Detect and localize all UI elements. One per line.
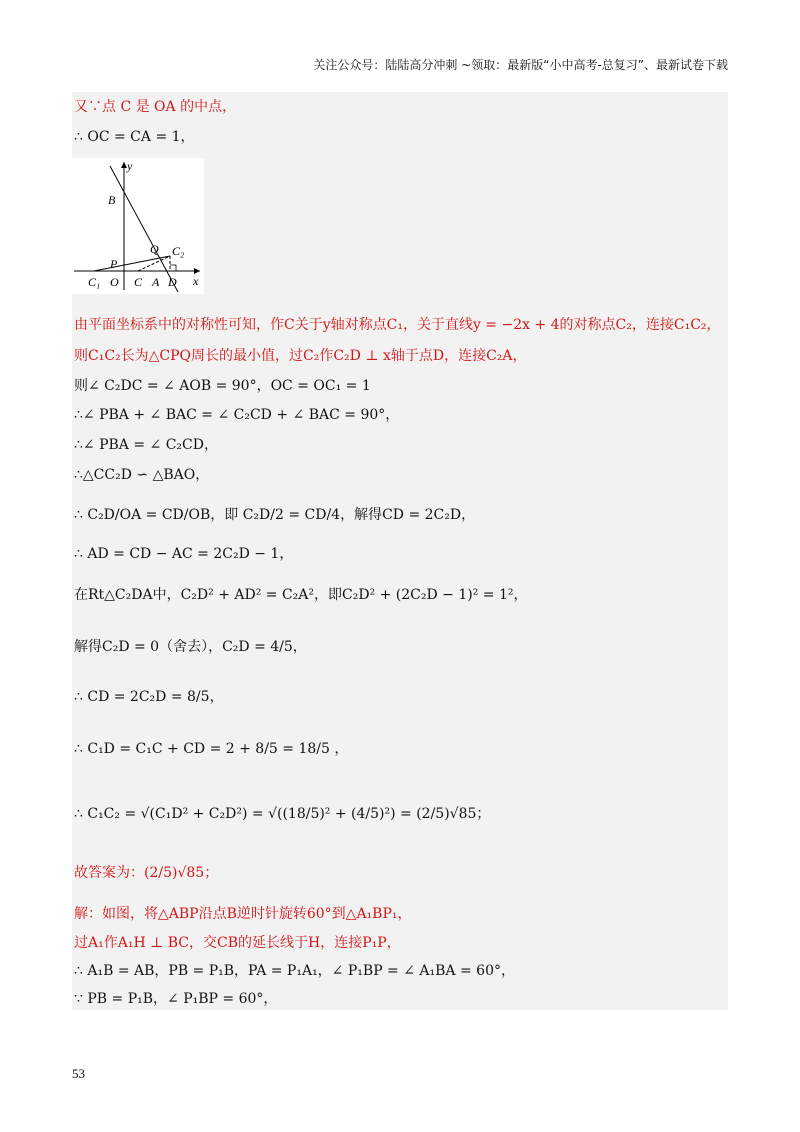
label-p: P (110, 257, 118, 271)
label-y: y (127, 159, 133, 173)
solution-line-18: 过A₁作A₁H ⊥ BC，交CB的延长线于H，连接P₁P， (74, 935, 401, 951)
solution-line-20: ∵ PB = P₁B，∠ P₁BP = 60°， (74, 991, 278, 1007)
solution-line-8: ∴△CC₂D ∽ △BAO， (74, 467, 210, 483)
label-c1: C₁ (88, 275, 101, 289)
solution-line-9: ∴ C₂D/OA = CD/OB，即 C₂D/2 = CD/4，解得CD = 2C₂D， (74, 507, 476, 523)
label-b: B (108, 193, 116, 207)
label-c: C (134, 275, 143, 289)
label-c2: C₂ (172, 244, 185, 258)
page-header: 关注公众号：陆陆高分冲刺 ~领取：最新版“小中高考-总复习”、最新试卷下载 (313, 58, 728, 72)
label-o: O (110, 275, 119, 289)
solution-line-19: ∴ A₁B = AB，PB = P₁B，PA = P₁A₁，∠ P₁BP = ∠ A₁BA = 60°， (74, 963, 515, 979)
solution-line-5: 则∠ C₂DC = ∠ AOB = 90°，OC = OC₁ = 1 (74, 378, 371, 394)
label-q: Q (150, 242, 159, 256)
solution-line-3: 由平面坐标系中的对称性可知，作C关于y轴对称点C₁，关于直线y = −2x + 4的对称点C₂，连接C₁C₂， (74, 317, 721, 333)
coordinate-figure (72, 158, 204, 294)
solution-line-13: ∴ CD = 2C₂D = 8/5， (74, 689, 224, 705)
label-a: A (152, 275, 160, 289)
solution-line-12: 解得C₂D = 0（舍去），C₂D = 4/5， (74, 639, 307, 655)
solution-line-1: 又∵点 C 是 OA 的中点， (74, 99, 237, 115)
line-c1c2 (94, 256, 170, 271)
figure-svg (72, 158, 204, 294)
label-x: x (193, 274, 199, 288)
solution-line-17: 解：如图，将△ABP沿点B逆时针旋转60°到△A₁BP₁， (74, 906, 412, 922)
page-number: 53 (72, 1066, 85, 1081)
solution-line-6: ∴∠ PBA + ∠ BAC = ∠ C₂CD + ∠ BAC = 90°， (74, 407, 400, 423)
solution-line-4: 则C₁C₂长为△CPQ周长的最小值，过C₂作C₂D ⊥ x轴于点D，连接C₂A， (74, 348, 527, 364)
solution-line-7: ∴∠ PBA = ∠ C₂CD， (74, 437, 218, 453)
solution-line-10: ∴ AD = CD − AC = 2C₂D − 1， (74, 546, 294, 562)
line-ab (110, 166, 178, 292)
solution-line-14: ∴ C₁D = C₁C + CD = 2 + 8/5 = 18/5 ， (74, 741, 349, 757)
solution-line-11: 在Rt△C₂DA中，C₂D² + AD² = C₂A²，即C₂D² + (2C₂D − 1)² = 1²， (74, 587, 528, 603)
solution-line-15: ∴ C₁C₂ = √(C₁D² + C₂D²) = √((18/5)² + (4/5)²) = (2/5)√85； (74, 806, 491, 822)
solution-line-16: 故答案为：(2/5)√85； (74, 865, 219, 881)
label-d: D (168, 275, 177, 289)
solution-line-2: ∴ OC = CA = 1， (74, 129, 195, 145)
right-angle-mark (170, 265, 176, 271)
